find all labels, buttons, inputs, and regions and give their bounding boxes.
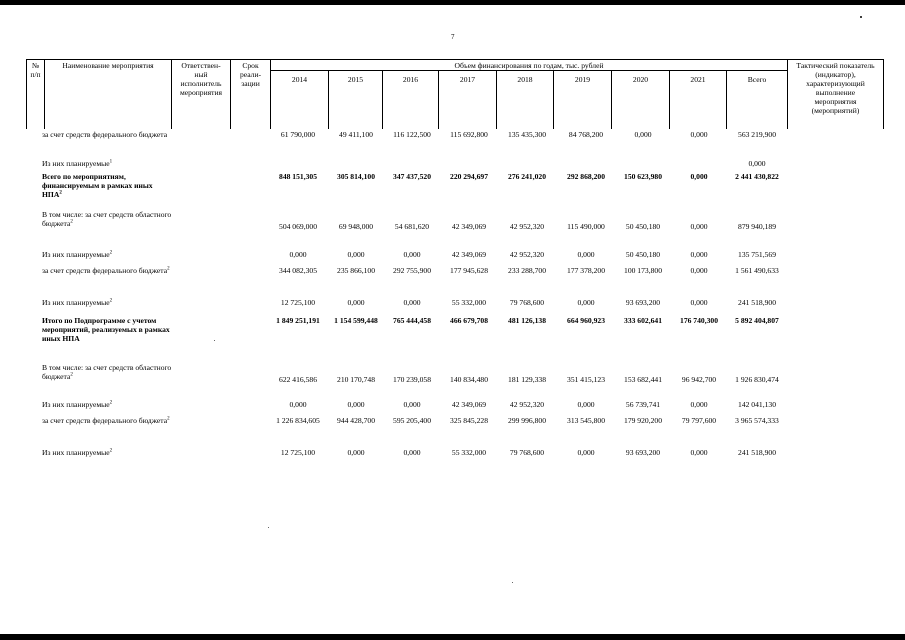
row-value: 1 226 834,605 [276, 416, 320, 425]
row-value: 79 797,600 [681, 416, 717, 425]
row-value: 1 154 599,448 [334, 316, 378, 325]
row-value: 50 450,180 [625, 222, 661, 231]
row-value: 93 693,200 [625, 298, 661, 307]
row-value: 0,000 [347, 400, 365, 409]
row-value: 177 945,628 [450, 266, 488, 275]
row-value: 116 122,500 [393, 130, 431, 139]
header-year-2020: 2020 [632, 75, 649, 84]
row-label: Из них планируемые$^2$ [42, 298, 113, 307]
row-value: 170 239,058 [393, 375, 431, 384]
row-value: 179 920,200 [624, 416, 662, 425]
row-value: 100 173,800 [624, 266, 662, 275]
row-value: 115 692,800 [450, 130, 488, 139]
row-value: 313 545,800 [567, 416, 605, 425]
row-value: 42 349,069 [451, 400, 487, 409]
row-value: 42 952,320 [509, 400, 545, 409]
table-header [26, 59, 883, 129]
scan-speck [214, 340, 215, 341]
row-value: 210 170,748 [337, 375, 375, 384]
scan-speck [860, 16, 862, 18]
row-label: Из них планируемые$^1$ [42, 159, 113, 168]
scan-border-bottom [0, 634, 905, 640]
row-value: 0,000 [748, 159, 766, 168]
header-activity-name: Наименование мероприятия [62, 61, 154, 70]
row-value: 0,000 [403, 250, 421, 259]
scan-speck [268, 527, 269, 528]
header-responsible: Ответствен- ный исполнитель мероприятия [179, 61, 223, 97]
row-value: 0,000 [347, 448, 365, 457]
row-value: 61 790,000 [280, 130, 316, 139]
row-value: 879 940,189 [738, 222, 776, 231]
row-value: 504 069,000 [279, 222, 317, 231]
row-value: 481 126,138 [508, 316, 546, 325]
row-value: 135 435,300 [508, 130, 546, 139]
row-value: 0,000 [403, 400, 421, 409]
row-label: Из них планируемые$^2$ [42, 250, 113, 259]
header-year-2017: 2017 [459, 75, 476, 84]
row-value: 181 129,338 [508, 375, 546, 384]
row-value: 220 294,697 [450, 172, 488, 181]
footnote-marker: 2 [167, 416, 170, 422]
row-value: 177 378,200 [567, 266, 605, 275]
row-value: 0,000 [690, 250, 708, 259]
row-value: 56 739,741 [625, 400, 661, 409]
row-value: 142 041,130 [738, 400, 776, 409]
row-value: 176 740,300 [680, 316, 718, 325]
row-value: 292 868,200 [567, 172, 605, 181]
row-value: 0,000 [577, 250, 595, 259]
row-value: 93 693,200 [625, 448, 661, 457]
row-value: 153 682,441 [624, 375, 662, 384]
row-value: 96 942,700 [681, 375, 717, 384]
row-value: 54 681,620 [394, 222, 430, 231]
scan-speck [512, 582, 513, 583]
row-label: за счет средств федерального бюджета$^2$ [42, 266, 170, 275]
row-value: 5 892 404,807 [735, 316, 779, 325]
row-value: 84 768,200 [568, 130, 604, 139]
header-year-2021: 2021 [690, 75, 706, 84]
row-value: 299 996,800 [508, 416, 546, 425]
footnote-marker: 2 [109, 250, 113, 256]
row-value: 1 561 490,633 [735, 266, 779, 275]
row-value: 292 755,900 [393, 266, 431, 275]
row-value: 1 926 830,474 [735, 375, 779, 384]
row-value: 0,000 [690, 172, 708, 181]
row-value: 944 428,700 [337, 416, 375, 425]
row-value: 0,000 [289, 400, 307, 409]
header-year-2016: 2016 [402, 75, 419, 84]
row-value: 344 082,305 [279, 266, 317, 275]
row-value: 0,000 [289, 250, 307, 259]
row-value: 0,000 [577, 298, 595, 307]
row-value: 848 151,305 [279, 172, 317, 181]
row-value: 42 349,069 [451, 222, 487, 231]
row-value: 12 725,100 [280, 448, 316, 457]
header-indicator: Тактический показатель (индикатор), характеризующий выполнение мероприятия (мероприятий) [796, 61, 875, 115]
header-year-2014: 2014 [291, 75, 308, 84]
header-term: Срок реали- зации [239, 61, 262, 88]
row-value: 42 349,069 [451, 250, 487, 259]
row-value: 664 960,923 [567, 316, 605, 325]
header-year-2019: 2019 [574, 75, 591, 84]
row-value: 1 849 251,191 [276, 316, 320, 325]
header-row-number: № п/п [30, 61, 41, 79]
footnote-marker: 2 [167, 266, 170, 272]
row-value: 595 205,400 [393, 416, 431, 425]
row-value: 79 768,600 [509, 298, 545, 307]
footnote-marker: 2 [70, 219, 73, 225]
row-value: 563 219,900 [738, 130, 776, 139]
row-value: 333 602,641 [624, 316, 662, 325]
row-value: 115 490,000 [567, 222, 605, 231]
row-value: 0,000 [690, 448, 708, 457]
header-funding: Объем финансирования по годам, тыс. рублей [454, 61, 604, 70]
row-value: 351 415,123 [567, 375, 605, 384]
row-value: 0,000 [347, 298, 365, 307]
row-label: Всего по мероприятиям, финансируемым в рамках иных НПА$^2$ [42, 172, 153, 199]
row-value: 0,000 [403, 448, 421, 457]
footnote-marker: 2 [109, 448, 113, 454]
row-label: В том числе: за счет средств областного бюджета$^2$ [42, 363, 172, 381]
row-label: за счет средств федерального бюджета$^2$ [42, 416, 170, 425]
row-value: 0,000 [690, 222, 708, 231]
header-year-total: Всего [747, 75, 767, 84]
row-label: за счет средств федерального бюджета [42, 130, 168, 139]
row-value: 49 411,100 [339, 130, 373, 139]
row-value: 42 952,320 [509, 250, 545, 259]
row-value: 0,000 [347, 250, 365, 259]
row-value: 0,000 [690, 298, 708, 307]
row-value: 622 416,586 [279, 375, 317, 384]
header-year-2015: 2015 [347, 75, 364, 84]
row-value: 765 444,458 [393, 316, 431, 325]
row-value: 0,000 [634, 130, 652, 139]
row-value: 2 441 430,822 [735, 172, 779, 181]
row-value: 0,000 [403, 298, 421, 307]
row-value: 466 679,708 [450, 316, 488, 325]
footnote-marker: 2 [109, 400, 113, 406]
row-value: 347 437,520 [393, 172, 431, 181]
row-label: В том числе: за счет средств областного бюджета$^2$ [42, 210, 172, 228]
row-value: 0,000 [690, 400, 708, 409]
footnote-marker: 1 [109, 159, 113, 165]
row-value: 3 965 574,333 [735, 416, 779, 425]
row-value: 305 814,100 [337, 172, 375, 181]
row-value: 0,000 [690, 130, 708, 139]
row-value: 55 332,000 [451, 298, 487, 307]
footnote-marker: 2 [59, 190, 62, 196]
row-value: 140 834,480 [450, 375, 488, 384]
row-value: 69 948,000 [338, 222, 374, 231]
header-year-2018: 2018 [517, 75, 533, 84]
scan-border-top [0, 0, 905, 5]
row-label: Итого по Подпрограмме с учетом мероприятий, реализуемых в рамках иных НПА [42, 316, 170, 343]
row-value: 150 623,980 [624, 172, 662, 181]
row-value: 325 845,228 [450, 416, 488, 425]
row-value: 50 450,180 [625, 250, 661, 259]
row-value: 0,000 [577, 400, 595, 409]
row-value: 12 725,100 [280, 298, 316, 307]
row-value: 241 518,900 [738, 298, 776, 307]
row-value: 135 751,569 [738, 250, 776, 259]
row-value: 55 332,000 [451, 448, 487, 457]
row-value: 276 241,020 [508, 172, 546, 181]
row-label: Из них планируемые$^2$ [42, 400, 113, 409]
row-value: 42 952,320 [509, 222, 545, 231]
row-label: Из них планируемые$^2$ [42, 448, 113, 457]
footnote-marker: 2 [70, 372, 73, 378]
row-value: 0,000 [577, 448, 595, 457]
row-value: 241 518,900 [738, 448, 776, 457]
footnote-marker: 2 [109, 298, 113, 304]
row-value: 0,000 [690, 266, 708, 275]
row-value: 235 866,100 [337, 266, 375, 275]
row-value: 233 288,700 [508, 266, 546, 275]
row-value: 79 768,600 [509, 448, 545, 457]
page-number: 7 [451, 33, 455, 41]
